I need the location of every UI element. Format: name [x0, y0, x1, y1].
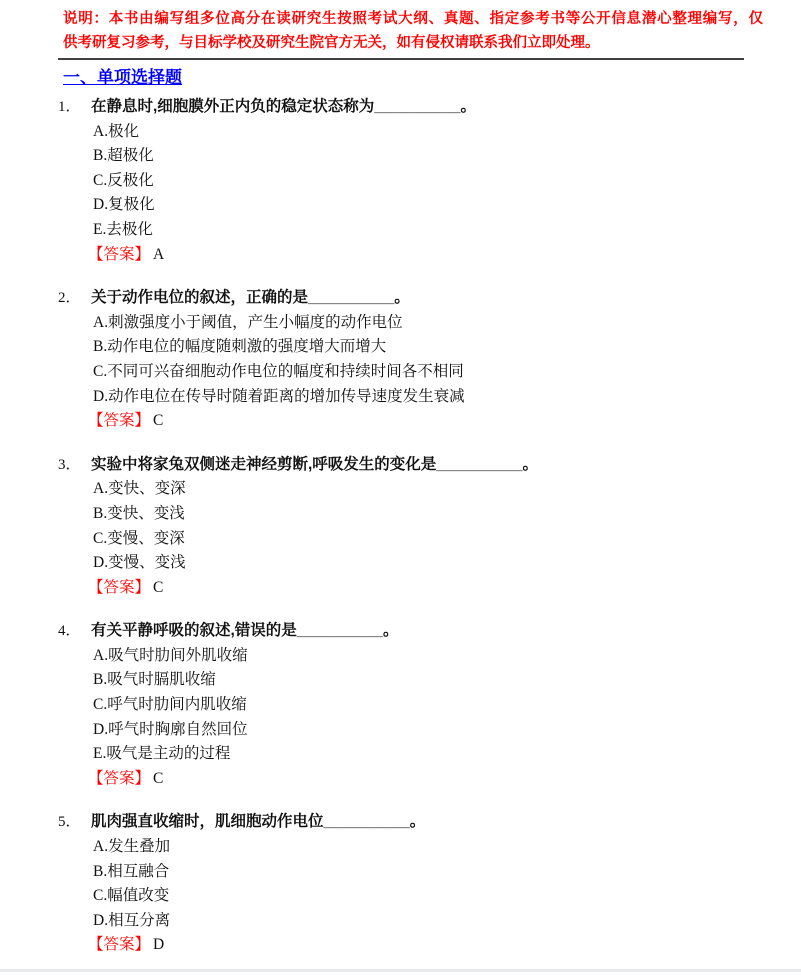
question-number: 4．	[58, 623, 81, 640]
question-number: 1．	[58, 99, 81, 115]
option-item: D.呼气时胸廓自然回位	[93, 720, 248, 738]
question-block	[58, 810, 763, 958]
answer-line	[63, 933, 763, 958]
page-break-line	[0, 969, 801, 972]
answer-label: 【答案】	[88, 936, 151, 954]
question-number: 2．	[58, 290, 81, 307]
option-item: C.反极化	[93, 171, 154, 189]
option-item: A.刺激强度小于阈值，产生小幅度的动作电位	[93, 313, 403, 331]
option-item: B.变快、变浅	[93, 504, 185, 522]
option-item: D.动作电位在传导时随着距离的增加传导速度发生衰减	[93, 387, 465, 405]
disclaimer-line-2: 供考研复习参考，与目标学校及研究生院官方无关，如有侵权请联系我们立即处理。	[63, 35, 600, 51]
option-item: A.发生叠加	[93, 838, 171, 856]
question-list	[58, 95, 763, 958]
section-divider	[58, 58, 744, 60]
option-item: E.去极化	[93, 220, 153, 238]
answer-value: C	[153, 578, 164, 596]
option-list	[63, 311, 763, 409]
option-item: D.相互分离	[93, 911, 171, 929]
answer-line	[63, 243, 763, 268]
answer-line	[63, 767, 763, 792]
section-heading	[63, 65, 763, 90]
question-block	[58, 619, 763, 791]
question-number: 3．	[58, 456, 81, 473]
option-item: C.呼气时肋间内肌收缩	[93, 696, 247, 714]
option-item: D.复极化	[93, 196, 155, 214]
answer-value: A	[153, 245, 165, 263]
question-stem-row	[58, 286, 763, 311]
question-stem: 关于动作电位的叙述，正确的是__________。	[91, 289, 410, 307]
answer-label: 【答案】	[88, 412, 151, 430]
option-item: A.吸气时肋间外肌收缩	[93, 646, 248, 664]
option-list	[63, 835, 763, 933]
option-item: E.吸气是主动的过程	[93, 745, 231, 763]
question-stem-row	[58, 95, 763, 120]
option-item: B.相互融合	[93, 862, 170, 880]
answer-value: C	[153, 412, 164, 430]
question-block	[58, 95, 763, 267]
question-stem: 实验中将家兔双侧迷走神经剪断,呼吸发生的变化是__________。	[91, 455, 539, 473]
question-stem: 有关平静呼吸的叙述,错误的是__________。	[91, 622, 399, 640]
option-item: C.不同可兴奋细胞动作电位的幅度和持续时间各不相同	[93, 362, 464, 380]
question-stem: 肌肉强直收缩时，肌细胞动作电位__________。	[91, 813, 426, 831]
question-block	[58, 286, 763, 434]
answer-label: 【答案】	[88, 578, 151, 596]
option-item: C.幅值改变	[93, 887, 170, 905]
question-number: 5．	[58, 814, 81, 831]
answer-value: D	[153, 936, 165, 954]
answer-label: 【答案】	[88, 245, 151, 263]
answer-line	[63, 576, 763, 601]
answer-line	[63, 409, 763, 434]
question-stem: 在静息时,细胞膜外正内负的稳定状态称为__________。	[91, 98, 477, 115]
option-item: D.变慢、变浅	[93, 554, 186, 572]
option-item: B.动作电位的幅度随刺激的强度增大而增大	[93, 338, 387, 356]
option-item: A.极化	[93, 122, 140, 140]
option-list	[63, 120, 763, 243]
answer-label: 【答案】	[88, 769, 151, 787]
option-list	[63, 477, 763, 575]
disclaimer	[63, 7, 763, 55]
option-item: A.变快、变深	[93, 480, 186, 498]
answer-value: C	[153, 769, 164, 787]
question-stem-row	[58, 810, 763, 835]
question-stem-row	[58, 453, 763, 478]
question-block	[58, 453, 763, 601]
option-item: B.吸气时膈肌收缩	[93, 671, 216, 689]
section-heading-text: 一、单项选择题	[63, 68, 182, 87]
disclaimer-line-1: 说明：本书由编写组多位高分在读研究生按照考试大纲、真题、指定参考书等公开信息潜心整理编写，仅	[63, 11, 763, 27]
option-item: C.变慢、变深	[93, 529, 185, 547]
question-stem-row	[58, 619, 763, 644]
option-item: B.超极化	[93, 147, 154, 165]
option-list	[63, 644, 763, 767]
